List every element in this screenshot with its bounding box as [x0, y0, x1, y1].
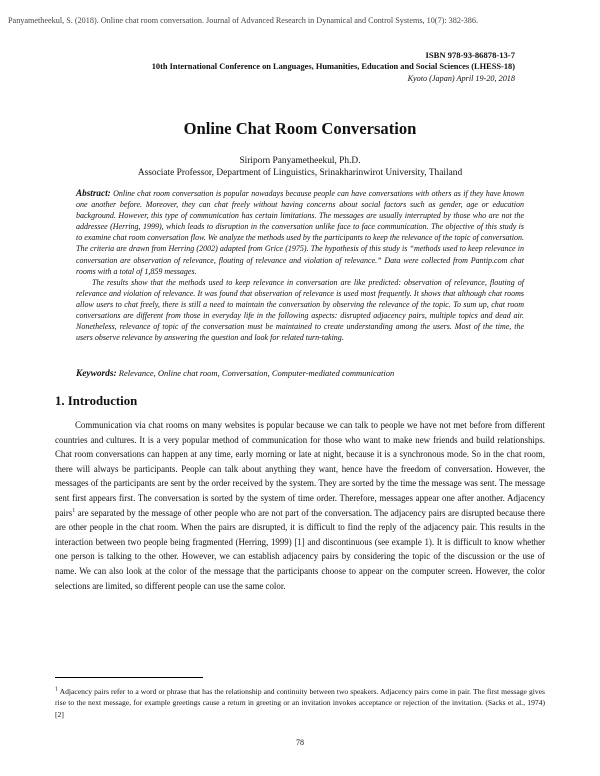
isbn: ISBN 978-93-86878-13-7	[425, 50, 515, 60]
footnote-text: Adjacency pairs refer to a word or phrase that has the relationship and continuity between two speakers. Adjacency pairs come in pair. The first message gives rise to the next message, for example greetings cause a return in greeting or an invitation invokes acceptance or rejection of the invitation. (Sacks et al., 1974) [2]	[55, 687, 545, 719]
introduction-paragraph	[55, 418, 545, 593]
affiliation: Associate Professor, Department of Linguistics, Srinakharinwirot University, Thailand	[137, 168, 463, 178]
citation: Panyametheekul, S. (2018). Online chat room conversation. Journal of Advanced Research in Dynamical and Control Systems, 10(7): 382-386.	[8, 16, 478, 25]
footnote-ref: 1	[72, 507, 76, 514]
conference-name: 10th International Conference on Languages, Humanities, Education and Social Sciences (LHESS-18)	[151, 62, 515, 71]
paper-title: Online Chat Room Conversation	[183, 119, 417, 138]
abstract-text-1: Online chat room conversation is popular nowadays because people can have conversations with others as if they have known one another before. Moreover, they can chat freely without having concerns about social factors such as gender, age or education background. However, this type of communication has certain limitations. The messages are usually interrupted by those who are not the addressee (Herring, 1999), which leads to disruption in the conversation unlike face to face communication. The objective of this study is to examine chat room conversation flow. We analyze the methods used by the participants to keep the relevance of the topic of conversation. The criteria are drawn from Herring (2002) adapted from Grice (1975). The hypothesis of this study is “methods used to keep relevance in conversation are observation of relevance, flouting of relevance and violation of relevance.” Data were collected from Pantip.com chat rooms with a total of 1,859 messages.	[76, 189, 525, 276]
section-heading: 1. Introduction	[55, 394, 138, 408]
abstract-label: Abstract:	[76, 188, 111, 198]
footnote	[55, 686, 545, 720]
intro-text-b: are separated by the message of other people who are not part of the conversation. The adjacency pairs are disrupted because there are other people in the chat room. When the pairs are disrupted, it is difficult to find the reply of the adjacency pair. This results in the interaction between two people being fragmented (Herring, 1999) [1] and discontinuous (see example 1). It is difficult to know whether one person is talking to the other. However, we can establish adjacency pairs by considering the topic of the discussion or the use of name. We can also look at the color of the message that the participants choose to appear on the computer screen. However, the color selections are limited, so different people can use the same color.	[55, 507, 545, 591]
conference-venue: Kyoto (Japan) April 19-20, 2018	[407, 74, 515, 83]
intro-text-a: Communication via chat rooms on many websites is popular because we can talk to people we have not met before from different countries and cultures. It is a very popular method of communication for those who want to make new friends and build relationships. Chat room conversations can happen at any time, early morning or late at night, because it is a synchronous mode. So in the chat room, there will always be participants. People can talk about anything they want, hence have the freedom of conversation. However, the messages of the participants are sent by the order received by the system. They are sorted by the time the message was sent. The message sent first appears first. The conversation is sorted by the system of time order. Therefore, messages appear one after another. Adjacency pairs	[55, 420, 545, 518]
page-number: 78	[296, 738, 304, 747]
footnote-divider	[55, 677, 203, 678]
author: Siriporn Panyametheekul, Ph.D.	[239, 156, 361, 166]
footnote-marker: 1	[55, 686, 58, 693]
abstract-para-1	[76, 188, 524, 277]
abstract	[76, 188, 524, 343]
abstract-para-2: The results show that the methods used to keep relevance in conversation are like predicted: observation of relevance, flouting of relevance and violation of relevance. It was found that observation of relevance is used most frequently. It shows that although chat rooms allow users to chat freely, there is still a need to maintain the conversation by observing the relevance of the topic. To sum up, chat room conversations are different from those in everyday life in the following aspects: disrupted adjacency pairs, multiple topics and dead air. Nonetheless, relevance of topic of the conversation must be maintained to create understanding among the users. Most of the time, the users observe relevance by answering the question and look for related turn-taking.	[76, 277, 524, 343]
keywords	[76, 368, 524, 379]
keywords-text: Relevance, Online chat room, Conversation, Computer-mediated communication	[118, 368, 395, 378]
keywords-label: Keywords:	[76, 369, 117, 379]
